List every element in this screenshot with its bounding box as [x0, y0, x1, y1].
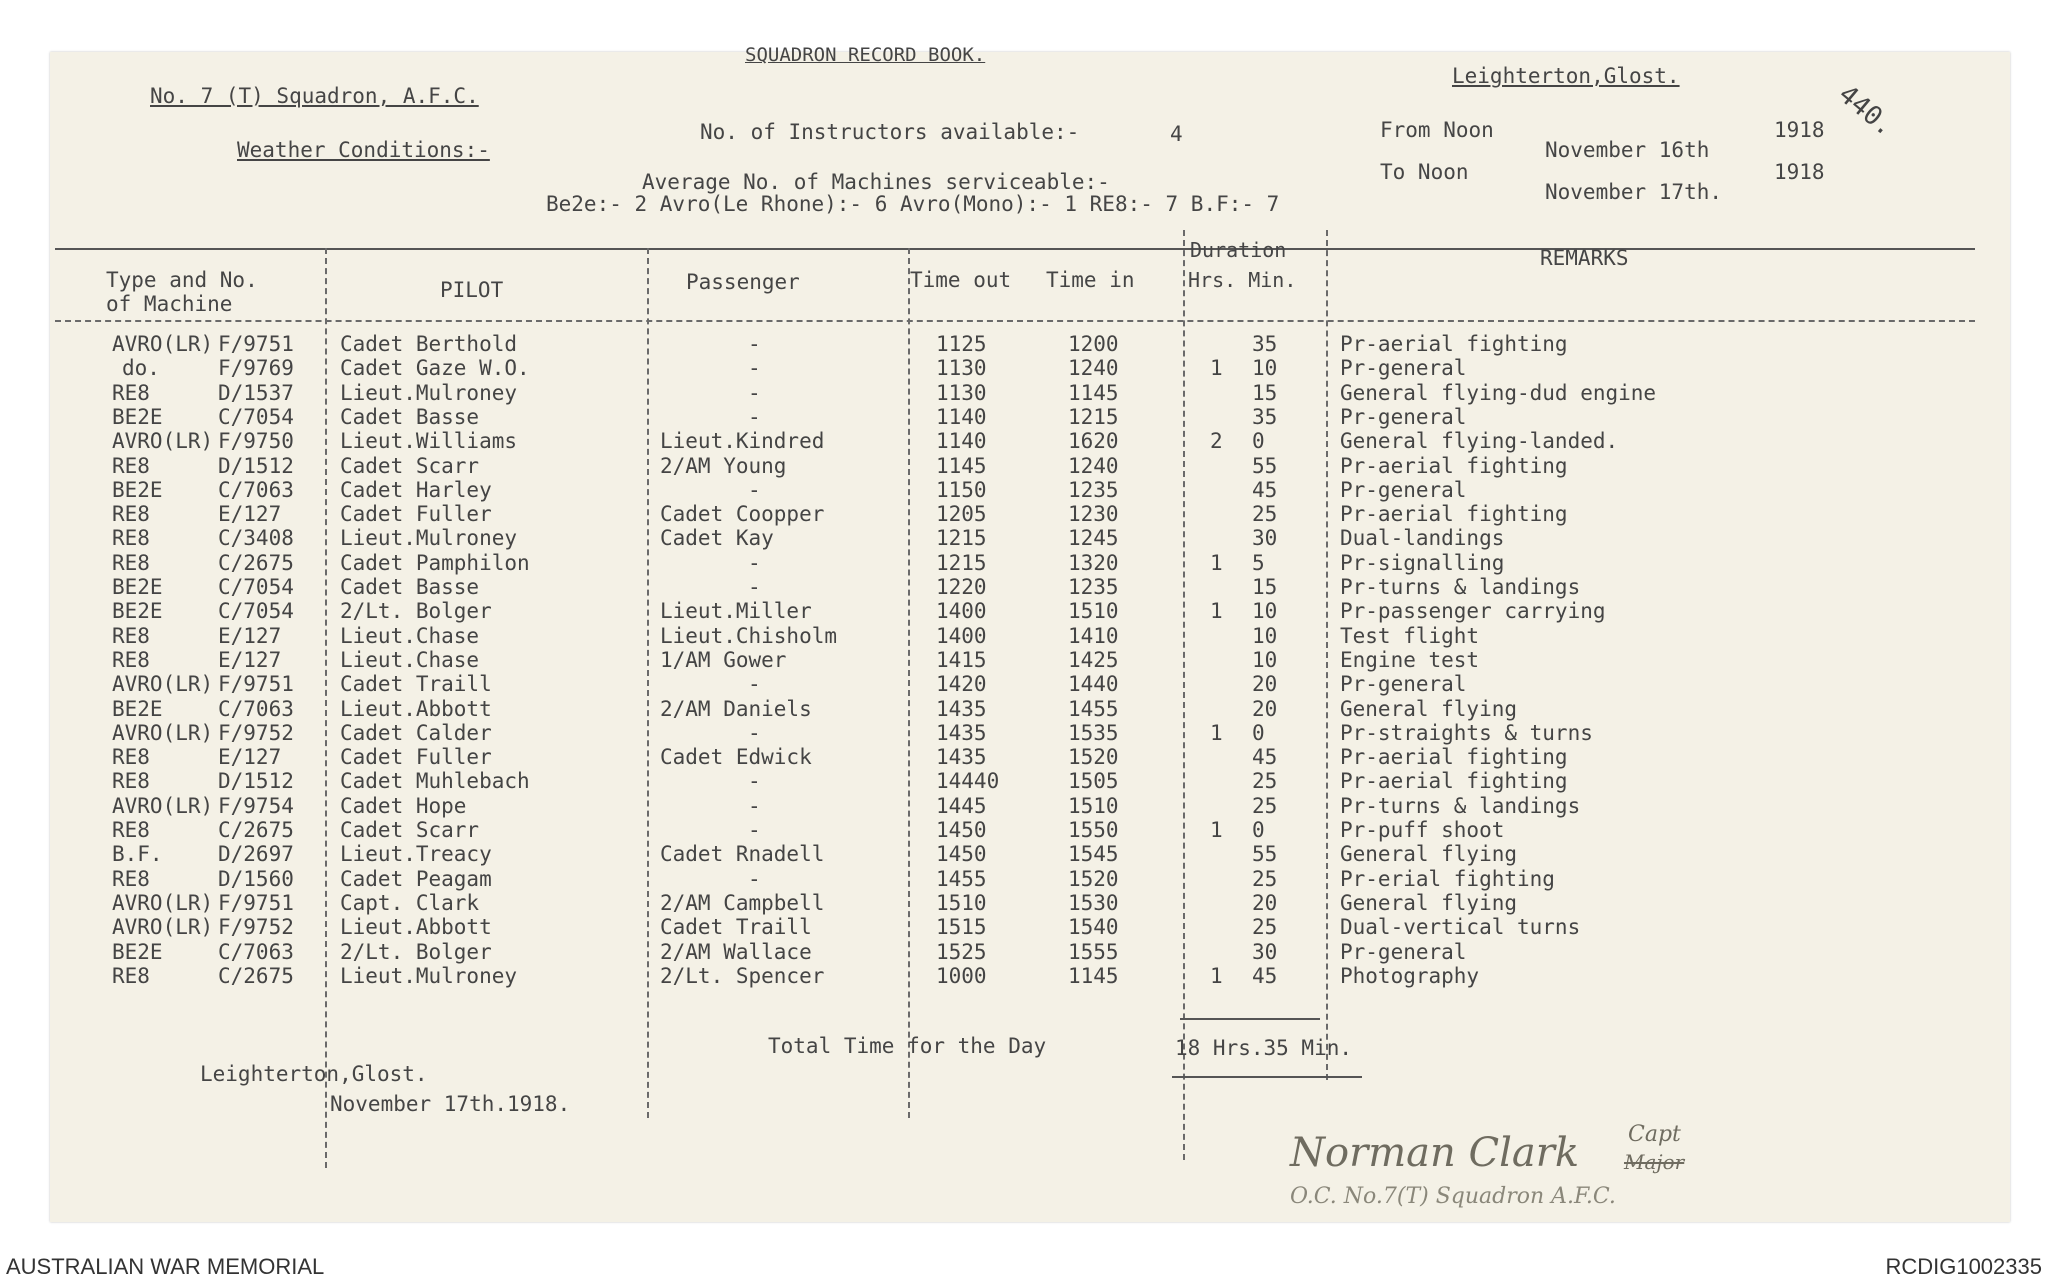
to-label: To Noon [1380, 160, 1469, 184]
cell-type: BE2E [112, 696, 163, 721]
table-header-rule [55, 320, 1975, 322]
cell-pilot: Lieut.Abbott [340, 696, 492, 721]
cell-remarks: Pr-general [1340, 356, 1467, 381]
cell-passenger: Lieut.Chisholm [660, 623, 838, 648]
cell-time-out: 1000 [936, 963, 987, 988]
cell-passenger: Cadet Kay [660, 526, 774, 551]
cell-time-in: 1530 [1068, 890, 1119, 915]
cell-serial: C/2675 [218, 963, 294, 988]
cell-time-out: 1435 [936, 745, 987, 770]
cell-time-in: 1545 [1068, 842, 1119, 867]
cell-remarks: General flying-dud engine [1340, 380, 1657, 405]
cell-pilot: Cadet Harley [340, 477, 492, 502]
cell-time-out: 1525 [936, 939, 987, 964]
from-date: November 16th [1545, 138, 1710, 162]
instructors-label: No. of Instructors available:- [700, 120, 1080, 144]
cell-duration-min: 0 [1252, 720, 1265, 745]
cell-type: BE2E [112, 477, 163, 502]
header-type: Type and No. [106, 268, 258, 292]
cell-serial: C/7054 [218, 575, 294, 599]
cell-duration-min: 10 [1252, 599, 1278, 624]
cell-passenger: - [748, 818, 761, 842]
cell-time-out: 1215 [936, 550, 987, 575]
cell-duration-min: 55 [1252, 453, 1278, 478]
cell-duration-min: 45 [1252, 745, 1278, 770]
header-pilot: PILOT [440, 278, 504, 302]
cell-serial: C/2675 [218, 818, 294, 842]
cell-type: AVRO(LR) [112, 720, 214, 745]
cell-pilot: Cadet Basse [340, 404, 480, 429]
cell-remarks: Engine test [1340, 647, 1480, 672]
cell-pilot: 2/Lt. Bolger [340, 599, 492, 624]
cell-pilot: Cadet Basse [340, 575, 480, 599]
cell-duration-min: 30 [1252, 939, 1278, 964]
table-row [0, 891, 2048, 915]
cell-time-in: 1520 [1068, 745, 1119, 770]
cell-time-in: 1425 [1068, 647, 1119, 672]
header-passenger: Passenger [686, 270, 800, 294]
header-duration-units: Hrs. Min. [1188, 268, 1297, 292]
table-row [0, 356, 2048, 380]
cell-passenger: - [748, 332, 761, 356]
cell-duration-min: 35 [1252, 332, 1278, 356]
cell-remarks: Pr-aerial fighting [1340, 453, 1568, 478]
credit-left: AUSTRALIAN WAR MEMORIAL [6, 1254, 325, 1279]
cell-passenger: Lieut.Miller [660, 599, 812, 624]
cell-passenger: 2/AM Daniels [660, 696, 812, 721]
cell-time-in: 1200 [1068, 332, 1119, 356]
cell-pilot: 2/Lt. Bolger [340, 939, 492, 964]
header-remarks: REMARKS [1540, 246, 1629, 270]
table-row [0, 915, 2048, 939]
total-value: 18 Hrs.35 Min. [1175, 1036, 1353, 1060]
cell-remarks: Pr-turns & landings [1340, 575, 1581, 599]
cell-type: RE8 [112, 623, 150, 648]
cell-duration-min: 35 [1252, 404, 1278, 429]
instructors-value: 4 [1170, 122, 1183, 146]
cell-serial: F/9751 [218, 890, 294, 915]
cell-passenger: 2/AM Campbell [660, 890, 825, 915]
signature-name: Norman Clark [1290, 1130, 1580, 1176]
table-row [0, 745, 2048, 769]
stamp-number: 440. [1832, 79, 1900, 143]
cell-passenger: 2/Lt. Spencer [660, 963, 825, 988]
cell-time-out: 1515 [936, 915, 987, 940]
table-row [0, 769, 2048, 793]
cell-serial: C/3408 [218, 526, 294, 551]
cell-time-out: 14440 [936, 769, 1000, 794]
cell-time-in: 1550 [1068, 818, 1119, 842]
table-row [0, 721, 2048, 745]
cell-pilot: Cadet Pamphilon [340, 550, 530, 575]
cell-time-out: 1420 [936, 672, 987, 697]
cell-type: RE8 [112, 769, 150, 794]
cell-pilot: Cadet Muhlebach [340, 769, 530, 794]
cell-type: AVRO(LR) [112, 672, 214, 697]
cell-remarks: Pr-general [1340, 477, 1467, 502]
total-label: Total Time for the Day [768, 1034, 1047, 1058]
cell-pilot: Lieut.Mulroney [340, 963, 518, 988]
cell-passenger: Cadet Traill [660, 915, 812, 940]
cell-passenger: 2/AM Wallace [660, 939, 812, 964]
cell-duration-min: 25 [1252, 915, 1278, 940]
cell-duration-min: 15 [1252, 380, 1278, 405]
cell-type: RE8 [112, 550, 150, 575]
cell-type: BE2E [112, 939, 163, 964]
cell-time-out: 1145 [936, 453, 987, 478]
cell-serial: C/7063 [218, 939, 294, 964]
cell-duration-min: 5 [1252, 550, 1265, 575]
cell-pilot: Lieut.Treacy [340, 842, 492, 867]
cell-time-out: 1435 [936, 720, 987, 745]
table-top-rule [55, 248, 1975, 250]
header-time-in: Time in [1046, 268, 1135, 292]
squadron-name: No. 7 (T) Squadron, A.F.C. [150, 84, 479, 108]
cell-passenger: - [748, 550, 761, 575]
total-rule-bottom [1172, 1076, 1362, 1078]
cell-duration-min: 15 [1252, 575, 1278, 599]
cell-duration-min: 10 [1252, 647, 1278, 672]
table-row [0, 551, 2048, 575]
cell-passenger: - [748, 793, 761, 818]
cell-time-out: 1400 [936, 623, 987, 648]
cell-duration-hrs: 1 [1210, 720, 1223, 745]
cell-time-out: 1450 [936, 842, 987, 867]
cell-time-in: 1410 [1068, 623, 1119, 648]
cell-remarks: Dual-vertical turns [1340, 915, 1581, 940]
footer-place: Leighterton,Glost. [200, 1062, 428, 1086]
signature-rank: Capt [1628, 1122, 1681, 1147]
cell-passenger: Cadet Coopper [660, 502, 825, 527]
cell-time-out: 1150 [936, 477, 987, 502]
from-year: 1918 [1774, 118, 1825, 142]
cell-duration-hrs: 1 [1210, 550, 1223, 575]
cell-pilot: Lieut.Chase [340, 647, 480, 672]
cell-duration-min: 20 [1252, 672, 1278, 697]
table-row [0, 599, 2048, 623]
cell-remarks: Dual-landings [1340, 526, 1505, 551]
cell-type: AVRO(LR) [112, 793, 214, 818]
cell-passenger: - [748, 720, 761, 745]
cell-passenger: Cadet Rnadell [660, 842, 825, 867]
cell-passenger: Cadet Edwick [660, 745, 812, 770]
cell-pilot: Lieut.Mulroney [340, 380, 518, 405]
cell-remarks: Pr-general [1340, 672, 1467, 697]
cell-passenger: 1/AM Gower [660, 647, 787, 672]
cell-serial: F/9754 [218, 793, 294, 818]
cell-time-out: 1450 [936, 818, 987, 842]
machines-detail: Be2e:- 2 Avro(Le Rhone):- 6 Avro(Mono):- 1 RE8:- 7 B.F:- 7 [546, 192, 1280, 216]
cell-time-out: 1455 [936, 866, 987, 891]
table-row [0, 672, 2048, 696]
cell-serial: D/1560 [218, 866, 294, 891]
cell-pilot: Cadet Gaze W.O. [340, 356, 530, 381]
cell-remarks: Pr-signalling [1340, 550, 1505, 575]
cell-serial: E/127 [218, 623, 282, 648]
table-row [0, 624, 2048, 648]
cell-duration-min: 0 [1252, 818, 1265, 842]
cell-pilot: Cadet Calder [340, 720, 492, 745]
cell-time-in: 1240 [1068, 453, 1119, 478]
cell-serial: D/1512 [218, 769, 294, 794]
cell-remarks: Pr-passenger carrying [1340, 599, 1606, 624]
cell-duration-hrs: 1 [1210, 599, 1223, 624]
cell-serial: F/9751 [218, 672, 294, 697]
cell-pilot: Cadet Traill [340, 672, 492, 697]
table-row [0, 964, 2048, 988]
cell-pilot: Capt. Clark [340, 890, 480, 915]
table-row [0, 526, 2048, 550]
cell-passenger: - [748, 769, 761, 794]
cell-time-in: 1555 [1068, 939, 1119, 964]
cell-time-in: 1520 [1068, 866, 1119, 891]
cell-remarks: Pr-erial fighting [1340, 866, 1555, 891]
cell-serial: F/9750 [218, 429, 294, 454]
cell-pilot: Lieut.Williams [340, 429, 518, 454]
cell-duration-min: 30 [1252, 526, 1278, 551]
cell-serial: F/9752 [218, 915, 294, 940]
cell-serial: E/127 [218, 502, 282, 527]
cell-remarks: Pr-aerial fighting [1340, 745, 1568, 770]
cell-passenger: - [748, 380, 761, 405]
cell-time-out: 1125 [936, 332, 987, 356]
cell-type: AVRO(LR) [112, 915, 214, 940]
cell-pilot: Cadet Fuller [340, 745, 492, 770]
cell-passenger: - [748, 477, 761, 502]
from-label: From Noon [1380, 118, 1494, 142]
table-row [0, 575, 2048, 599]
cell-duration-hrs: 1 [1210, 818, 1223, 842]
cell-duration-min: 0 [1252, 429, 1265, 454]
cell-time-in: 1245 [1068, 526, 1119, 551]
header-time-out: Time out [910, 268, 1012, 292]
cell-type: RE8 [112, 380, 150, 405]
cell-duration-min: 25 [1252, 866, 1278, 891]
cell-serial: C/7063 [218, 696, 294, 721]
cell-type: AVRO(LR) [112, 429, 214, 454]
cell-passenger: - [748, 404, 761, 429]
cell-pilot: Lieut.Mulroney [340, 526, 518, 551]
cell-passenger: - [748, 356, 761, 381]
cell-time-in: 1215 [1068, 404, 1119, 429]
cell-time-in: 1240 [1068, 356, 1119, 381]
cell-time-in: 1510 [1068, 599, 1119, 624]
cell-remarks: General flying [1340, 842, 1518, 867]
cell-time-out: 1130 [936, 356, 987, 381]
cell-time-in: 1505 [1068, 769, 1119, 794]
cell-type: BE2E [112, 575, 163, 599]
cell-pilot: Lieut.Abbott [340, 915, 492, 940]
cell-passenger: - [748, 575, 761, 599]
weather-label: Weather Conditions:- [237, 138, 490, 162]
cell-duration-min: 25 [1252, 502, 1278, 527]
cell-serial: C/7054 [218, 599, 294, 624]
cell-time-in: 1510 [1068, 793, 1119, 818]
cell-time-out: 1435 [936, 696, 987, 721]
cell-duration-min: 25 [1252, 769, 1278, 794]
cell-type: RE8 [112, 818, 150, 842]
cell-time-out: 1445 [936, 793, 987, 818]
cell-duration-min: 20 [1252, 696, 1278, 721]
cell-time-in: 1440 [1068, 672, 1119, 697]
cell-pilot: Cadet Scarr [340, 818, 480, 842]
cell-time-in: 1535 [1068, 720, 1119, 745]
cell-time-in: 1620 [1068, 429, 1119, 454]
cell-duration-min: 20 [1252, 890, 1278, 915]
cell-time-in: 1455 [1068, 696, 1119, 721]
cell-duration-min: 10 [1252, 356, 1278, 381]
table-row [0, 818, 2048, 842]
cell-type: B.F. [112, 842, 163, 867]
cell-type: RE8 [112, 647, 150, 672]
cell-time-out: 1220 [936, 575, 987, 599]
cell-remarks: Pr-straights & turns [1340, 720, 1593, 745]
cell-time-out: 1215 [936, 526, 987, 551]
cell-type: do. [122, 356, 160, 381]
cell-remarks: General flying-landed. [1340, 429, 1619, 454]
cell-serial: F/9769 [218, 356, 294, 381]
cell-time-out: 1205 [936, 502, 987, 527]
table-row [0, 697, 2048, 721]
table-row [0, 332, 2048, 356]
cell-serial: C/2675 [218, 550, 294, 575]
cell-remarks: Pr-general [1340, 939, 1467, 964]
cell-pilot: Cadet Hope [340, 793, 467, 818]
cell-duration-min: 10 [1252, 623, 1278, 648]
cell-time-out: 1400 [936, 599, 987, 624]
table-row [0, 429, 2048, 453]
cell-duration-hrs: 1 [1210, 356, 1223, 381]
cell-duration-min: 55 [1252, 842, 1278, 867]
cell-remarks: Pr-puff shoot [1340, 818, 1505, 842]
to-date: November 17th. [1545, 180, 1723, 204]
cell-pilot: Cadet Berthold [340, 332, 518, 356]
cell-time-out: 1415 [936, 647, 987, 672]
cell-time-in: 1235 [1068, 477, 1119, 502]
signature-rank-struck: Major [1624, 1150, 1685, 1174]
table-row [0, 454, 2048, 478]
cell-remarks: Pr-turns & landings [1340, 793, 1581, 818]
cell-pilot: Cadet Fuller [340, 502, 492, 527]
cell-type: RE8 [112, 866, 150, 891]
cell-serial: C/7054 [218, 404, 294, 429]
cell-remarks: Test flight [1340, 623, 1480, 648]
cell-serial: D/1512 [218, 453, 294, 478]
cell-duration-min: 25 [1252, 793, 1278, 818]
cell-pilot: Cadet Scarr [340, 453, 480, 478]
cell-time-in: 1320 [1068, 550, 1119, 575]
table-row [0, 381, 2048, 405]
table-row [0, 940, 2048, 964]
total-rule-top [1180, 1018, 1320, 1020]
table-row [0, 478, 2048, 502]
header-duration: Duration [1190, 238, 1287, 262]
cell-serial: F/9751 [218, 332, 294, 356]
cell-remarks: Pr-aerial fighting [1340, 769, 1568, 794]
credit-right: RCDIG1002335 [1885, 1254, 2042, 1279]
to-year: 1918 [1774, 160, 1825, 184]
cell-duration-hrs: 2 [1210, 429, 1223, 454]
table-row [0, 794, 2048, 818]
cell-serial: E/127 [218, 745, 282, 770]
cell-time-in: 1230 [1068, 502, 1119, 527]
table-row [0, 405, 2048, 429]
cell-remarks: General flying [1340, 696, 1518, 721]
cell-serial: D/2697 [218, 842, 294, 867]
cell-passenger: Lieut.Kindred [660, 429, 825, 454]
cell-time-in: 1540 [1068, 915, 1119, 940]
cell-time-in: 1235 [1068, 575, 1119, 599]
table-row [0, 842, 2048, 866]
cell-serial: C/7063 [218, 477, 294, 502]
cell-duration-min: 45 [1252, 963, 1278, 988]
cell-pilot: Lieut.Chase [340, 623, 480, 648]
cell-type: RE8 [112, 745, 150, 770]
cell-passenger: 2/AM Young [660, 453, 787, 478]
cell-remarks: Pr-aerial fighting [1340, 502, 1568, 527]
cell-type: BE2E [112, 404, 163, 429]
cell-time-out: 1140 [936, 429, 987, 454]
cell-type: RE8 [112, 453, 150, 478]
cell-type: RE8 [112, 502, 150, 527]
header-type-2: of Machine [106, 292, 233, 316]
cell-serial: E/127 [218, 647, 282, 672]
cell-serial: D/1537 [218, 380, 294, 405]
machines-label: Average No. of Machines serviceable:- [642, 170, 1110, 194]
cell-type: RE8 [112, 963, 150, 988]
cell-time-out: 1140 [936, 404, 987, 429]
cell-time-in: 1145 [1068, 380, 1119, 405]
cell-remarks: Pr-general [1340, 404, 1467, 429]
cell-passenger: - [748, 672, 761, 697]
cell-time-out: 1510 [936, 890, 987, 915]
cell-type: AVRO(LR) [112, 890, 214, 915]
cell-remarks: Pr-aerial fighting [1340, 332, 1568, 356]
location: Leighterton,Glost. [1452, 64, 1680, 88]
cell-serial: F/9752 [218, 720, 294, 745]
table-row [0, 648, 2048, 672]
table-row [0, 867, 2048, 891]
cell-type: RE8 [112, 526, 150, 551]
cell-remarks: Photography [1340, 963, 1480, 988]
cell-duration-hrs: 1 [1210, 963, 1223, 988]
cell-passenger: - [748, 866, 761, 891]
cell-pilot: Cadet Peagam [340, 866, 492, 891]
footer-date: November 17th.1918. [330, 1092, 571, 1116]
table-row [0, 502, 2048, 526]
cell-type: AVRO(LR) [112, 332, 214, 356]
cell-duration-min: 45 [1252, 477, 1278, 502]
cell-time-out: 1130 [936, 380, 987, 405]
cell-remarks: General flying [1340, 890, 1518, 915]
cell-type: BE2E [112, 599, 163, 624]
signature-title: O.C. No.7(T) Squadron A.F.C. [1290, 1184, 1616, 1209]
cell-time-in: 1145 [1068, 963, 1119, 988]
document-title: SQUADRON RECORD BOOK. [745, 44, 986, 66]
